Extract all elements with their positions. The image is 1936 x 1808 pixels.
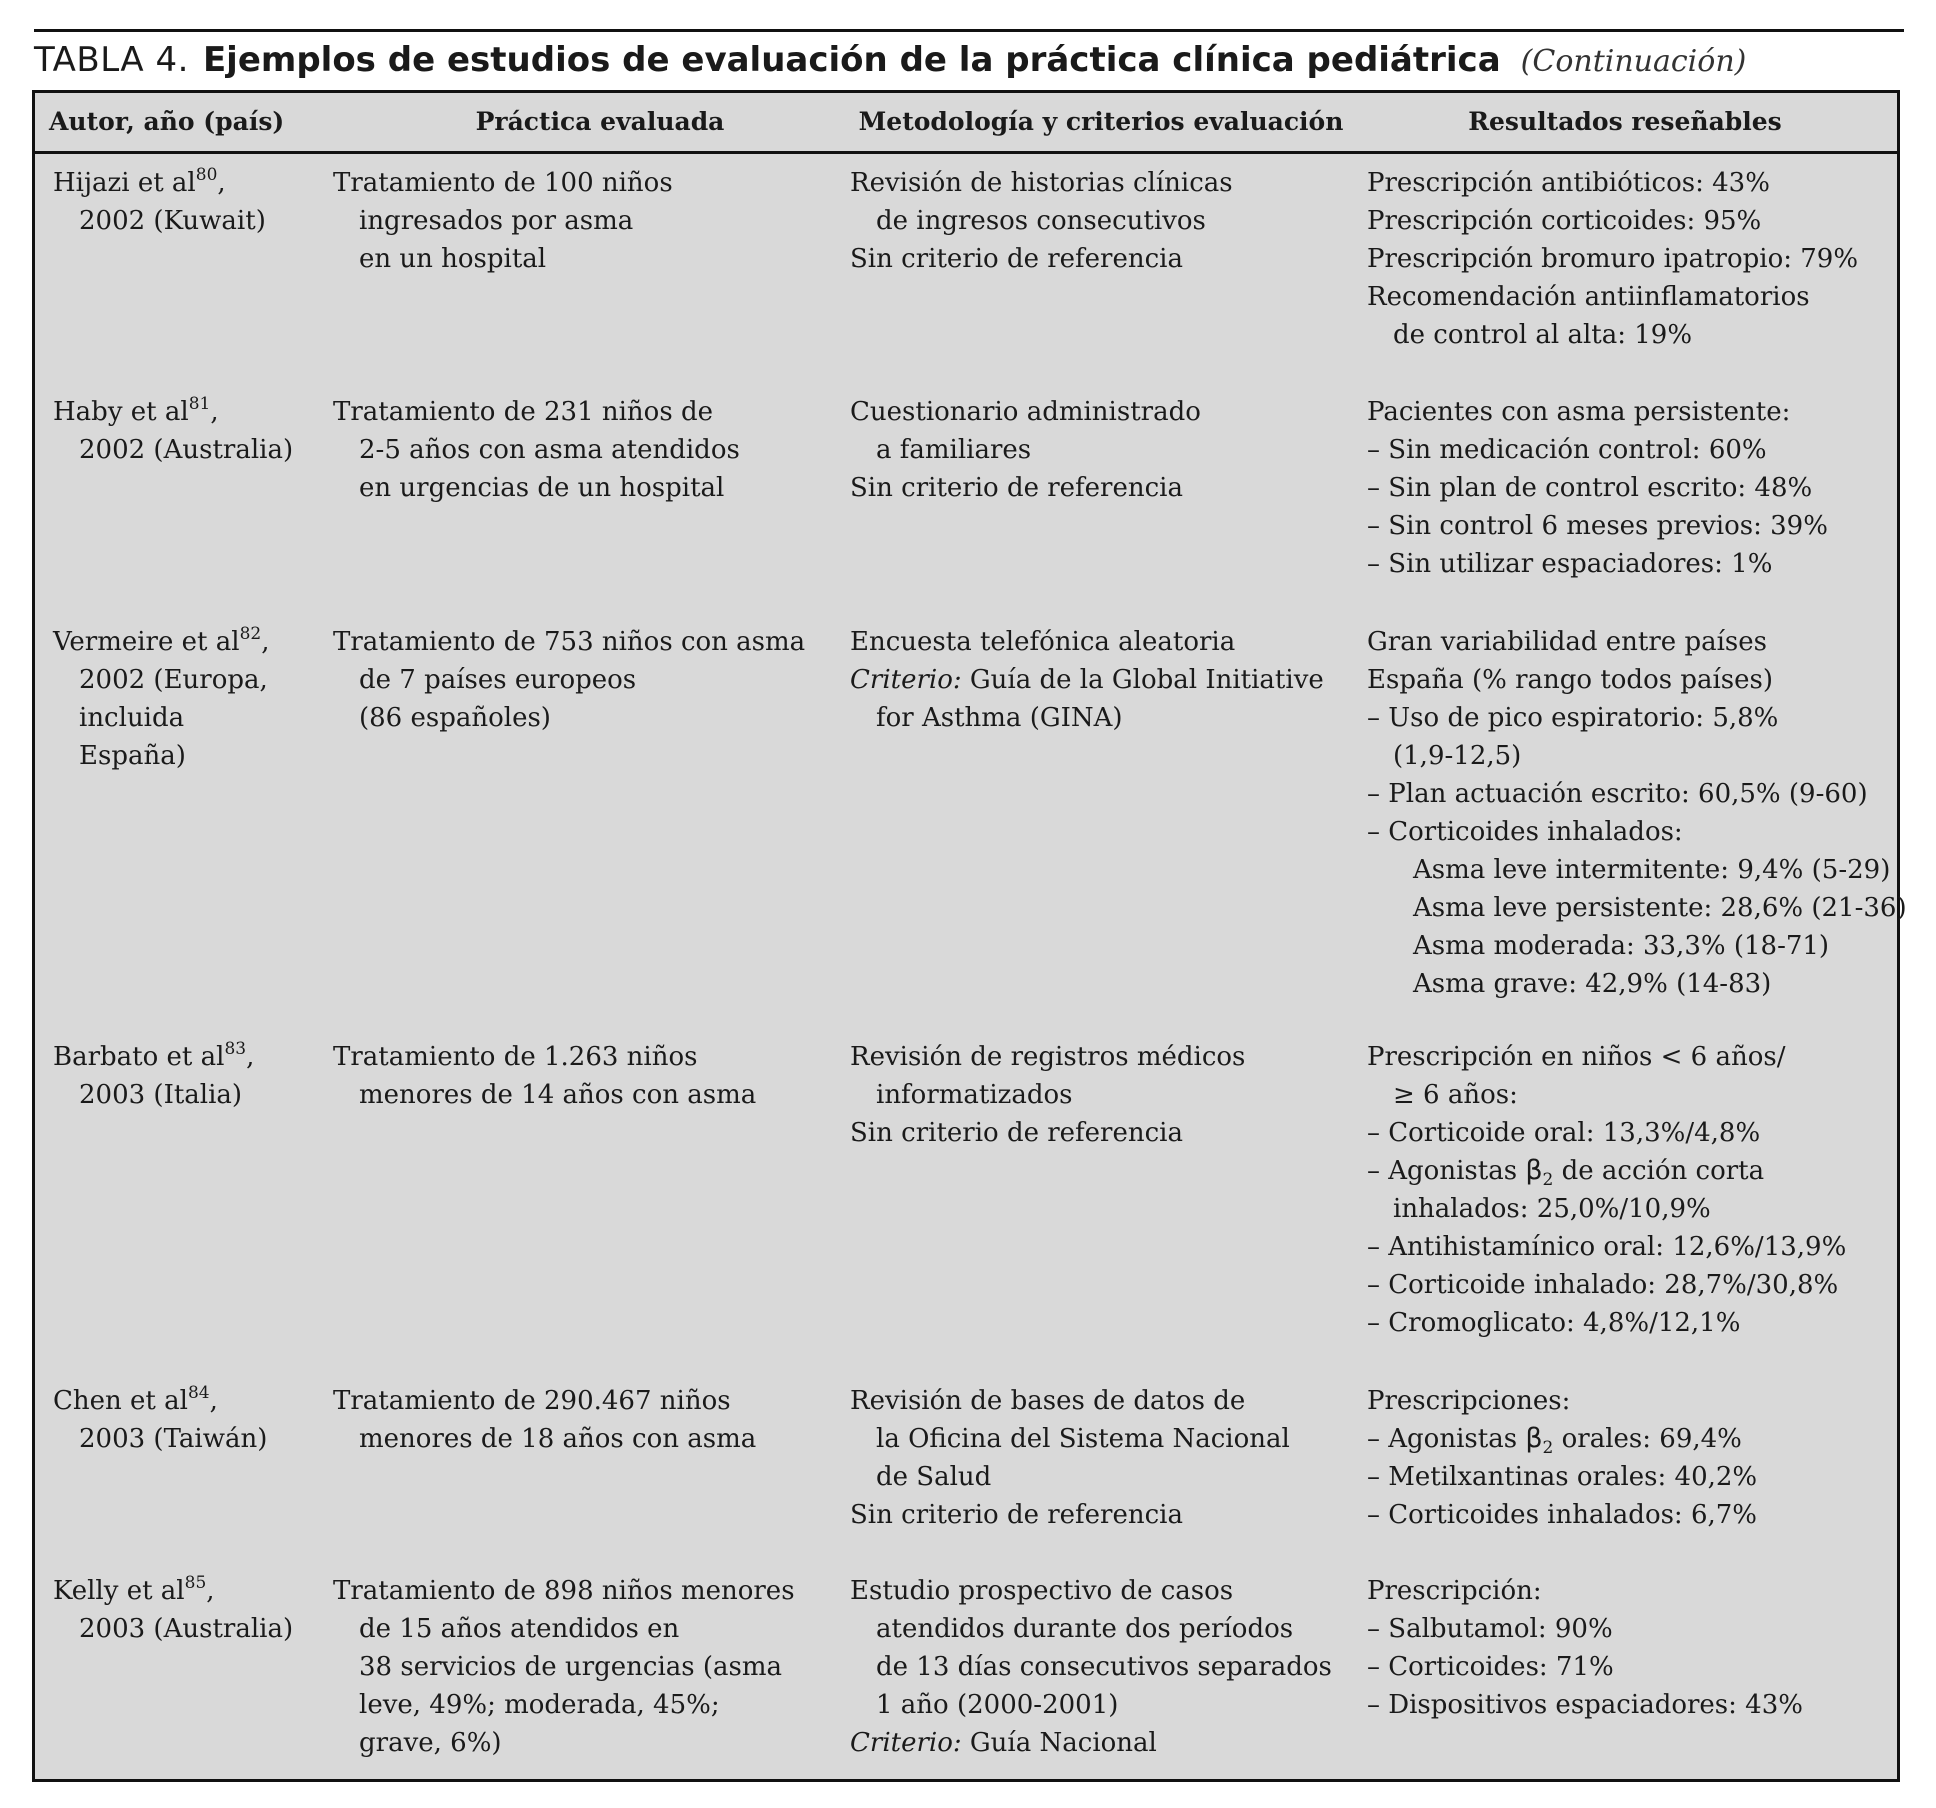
practice-line: de 15 años atendidos en [359, 1614, 680, 1644]
method-line: Cuestionario administrado [850, 397, 1201, 427]
method-line: Guía Nacional [969, 1728, 1157, 1758]
result-line: Prescripción corticoides: 95% [1367, 206, 1762, 236]
author-detail: 2002 (Kuwait) [79, 206, 266, 236]
top-rule [34, 29, 1904, 32]
practice-line: Tratamiento de 231 niños de [333, 397, 713, 427]
result-line: – Dispositivos espaciadores: 43% [1367, 1690, 1803, 1720]
practice-line: Tratamiento de 290.467 niños [333, 1386, 731, 1416]
criterio-label: Criterio: [850, 1728, 962, 1758]
result-line: – Antihistamínico oral: 12,6%/13,9% [1367, 1232, 1847, 1262]
author-name: Hijazi et al [53, 168, 196, 198]
cell-practice [333, 623, 805, 737]
method-line: Estudio prospectivo de casos [850, 1576, 1234, 1606]
practice-line: en un hospital [359, 244, 547, 274]
result-line: Prescripción bromuro ipatropio: 79% [1367, 244, 1859, 274]
author-detail: 2003 (Taiwán) [79, 1424, 268, 1454]
method-line: a familiares [876, 435, 1032, 465]
practice-line: Tratamiento de 753 niños con asma [333, 627, 806, 657]
result-line: de control al alta: 19% [1393, 320, 1693, 350]
method-line: Revisión de registros médicos [850, 1042, 1246, 1072]
result-line: – Sin utilizar espaciadores: 1% [1367, 549, 1773, 579]
cell-results [1367, 393, 1828, 583]
result-line: – Metilxantinas orales: 40,2% [1367, 1462, 1758, 1492]
header-author: Autor, año (país) [49, 107, 285, 136]
result-line: – Uso de pico espiratorio: 5,8% [1367, 703, 1779, 733]
cell-practice [333, 393, 740, 507]
cell-results [1367, 623, 1907, 1003]
header-results: Resultados reseñables [1468, 107, 1782, 136]
reference-number: 85 [184, 1573, 207, 1593]
result-line: – Agonistas [1367, 1424, 1518, 1454]
method-line: 1 año (2000-2001) [876, 1690, 1119, 1720]
result-line: – Sin control 6 meses previos: 39% [1367, 511, 1828, 541]
result-line: Prescripciones: [1367, 1386, 1571, 1416]
author-detail: 2003 (Australia) [79, 1614, 294, 1644]
result-line: – Salbutamol: 90% [1367, 1614, 1613, 1644]
method-line: Revisión de historias clínicas [850, 168, 1233, 198]
cell-method [850, 623, 1324, 737]
method-line: la Oficina del Sistema Nacional [876, 1424, 1290, 1454]
author-name: Vermeire et al [53, 627, 240, 657]
result-line: – Cromoglicato: 4,8%/12,1% [1367, 1308, 1741, 1338]
table-continuation: (Continuación) [1520, 44, 1747, 79]
author-detail: 2002 (Europa, [79, 665, 268, 695]
criterio-label: Criterio: [850, 665, 962, 695]
result-line: – Corticoides: 71% [1367, 1652, 1614, 1682]
practice-line: (86 españoles) [359, 703, 551, 733]
result-line: – Sin medicación control: 60% [1367, 435, 1767, 465]
cell-results [1367, 1572, 1803, 1724]
method-line: Sin criterio de referencia [850, 1118, 1183, 1148]
method-line: atendidos durante dos períodos [876, 1614, 1294, 1644]
cell-practice [333, 164, 673, 278]
author-name: Barbato et al [53, 1042, 225, 1072]
reference-number: 82 [239, 624, 262, 644]
practice-line: en urgencias de un hospital [359, 473, 725, 503]
result-line: Asma moderada: 33,3% (18-71) [1413, 931, 1830, 961]
cell-author: Chen et $al^{84}$, 2003 (Taiwán) [53, 1382, 267, 1458]
method-line: Guía de la Global Initiative [969, 665, 1324, 695]
reference-number: 80 [195, 165, 218, 185]
result-line: – Agonistas [1367, 1156, 1518, 1186]
cell-practice [333, 1382, 756, 1458]
author-name: Haby et al [53, 397, 189, 427]
result-line: España (% rango todos países) [1367, 665, 1774, 695]
result-line: Prescripción antibióticos: 43% [1367, 168, 1770, 198]
method-line: Encuesta telefónica aleatoria [850, 627, 1236, 657]
method-line: de Salud [876, 1462, 992, 1492]
result-line: (1,9-12,5) [1393, 741, 1522, 771]
cell-author: Hijazi et $al^{80}$, 2002 (Kuwait) [53, 164, 266, 240]
practice-line: Tratamiento de 1.263 niños [333, 1042, 698, 1072]
result-line: Asma leve persistente: 28,6% (21-36) [1413, 893, 1907, 923]
practice-line: menores de 18 años con asma [359, 1424, 757, 1454]
author-detail: España) [79, 741, 186, 771]
method-line: for Asthma (GINA) [876, 703, 1123, 733]
practice-line: Tratamiento de 100 niños [333, 168, 673, 198]
result-line: Gran variabilidad entre países [1367, 627, 1767, 657]
method-line: Revisión de bases de datos de [850, 1386, 1246, 1416]
practice-line: menores de 14 años con asma [359, 1080, 757, 1110]
cell-method [850, 1038, 1245, 1152]
practice-line: grave, 6%) [359, 1728, 502, 1758]
reference-number: 83 [224, 1039, 247, 1059]
cell-practice [333, 1572, 795, 1762]
cell-method [850, 1382, 1290, 1534]
cell-author: Haby et $al^{81}$, 2002 (Australia) [53, 393, 293, 469]
result-line: – Plan actuación escrito: 60,5% (9-60) [1367, 779, 1868, 809]
result-line: Asma leve intermitente: 9,4% (5-29) [1413, 855, 1891, 885]
method-line: Sin criterio de referencia [850, 244, 1183, 274]
result-line: inhalados: 25,0%/10,9% [1393, 1194, 1711, 1224]
author-detail: 2002 (Australia) [79, 435, 294, 465]
result-line: – Sin plan de control escrito: 48% [1367, 473, 1813, 503]
header-practice: Práctica evaluada [475, 107, 725, 136]
cell-method [850, 393, 1201, 507]
table-header [35, 93, 1897, 154]
cell-results [1367, 164, 1858, 354]
practice-line: ingresados por asma [359, 206, 634, 236]
author-name: Kelly et al [53, 1576, 185, 1606]
author-detail: incluida [79, 703, 185, 733]
method-line: de ingresos consecutivos [876, 206, 1206, 236]
result-line: – Corticoide oral: 13,3%/4,8% [1367, 1118, 1761, 1148]
table-label: TABLA 4. [34, 40, 189, 80]
reference-number: 84 [187, 1383, 210, 1403]
result-line: orales: 69,4% [1561, 1424, 1742, 1454]
method-line: Sin criterio de referencia [850, 1500, 1183, 1530]
header-method: Metodología y criterios evaluación [858, 107, 1344, 136]
table [32, 90, 1907, 1782]
result-line: Prescripción: [1367, 1576, 1542, 1606]
practice-line: Tratamiento de 898 niños menores [333, 1576, 795, 1606]
cell-practice [333, 1038, 756, 1114]
cell-method [850, 164, 1233, 278]
table-title: Ejemplos de estudios de evaluación de la práctica clínica pediátrica [202, 40, 1501, 80]
cell-author: Barbato et $al^{83}$, 2003 (Italia) [53, 1038, 254, 1114]
author-detail: 2003 (Italia) [79, 1080, 243, 1110]
result-line: – Corticoides inhalados: [1367, 817, 1683, 847]
reference-number: 81 [188, 394, 211, 414]
practice-line: de 7 países europeos [359, 665, 637, 695]
practice-line: 2-5 años con asma atendidos [359, 435, 740, 465]
result-line: Recomendación antiinflamatorios [1367, 282, 1810, 312]
cell-results [1367, 1038, 1846, 1342]
result-line: – Corticoides inhalados: 6,7% [1367, 1500, 1758, 1530]
author-name: Chen et al [53, 1386, 188, 1416]
cell-method [850, 1572, 1332, 1762]
beta-subscript: 2 [1542, 1170, 1554, 1190]
beta-symbol: β [1525, 1155, 1543, 1186]
result-line: de acción corta [1561, 1156, 1765, 1186]
method-line: de 13 días consecutivos separados [876, 1652, 1332, 1682]
practice-line: 38 servicios de urgencias (asma [359, 1652, 783, 1682]
result-line: – Corticoide inhalado: 28,7%/30,8% [1367, 1270, 1839, 1300]
beta-subscript: 2 [1542, 1438, 1554, 1458]
method-line: informatizados [876, 1080, 1073, 1110]
practice-line: leve, 49%; moderada, 45%; [359, 1690, 720, 1720]
result-line: ≥ 6 años: [1393, 1080, 1518, 1110]
cell-author: Vermeire et $al^{82}$, 2002 (Europa, incluida España) [53, 623, 269, 775]
result-line: Pacientes con asma persistente: [1367, 397, 1791, 427]
beta-symbol: β [1525, 1423, 1543, 1454]
result-line: Asma grave: 42,9% (14-83) [1413, 969, 1772, 999]
cell-results [1367, 1382, 1757, 1534]
table-caption [34, 40, 1904, 84]
cell-author: Kelly et $al^{85}$, 2003 (Australia) [53, 1572, 293, 1648]
result-line: Prescripción en niños < 6 años/ [1367, 1042, 1786, 1072]
method-line: Sin criterio de referencia [850, 473, 1183, 503]
